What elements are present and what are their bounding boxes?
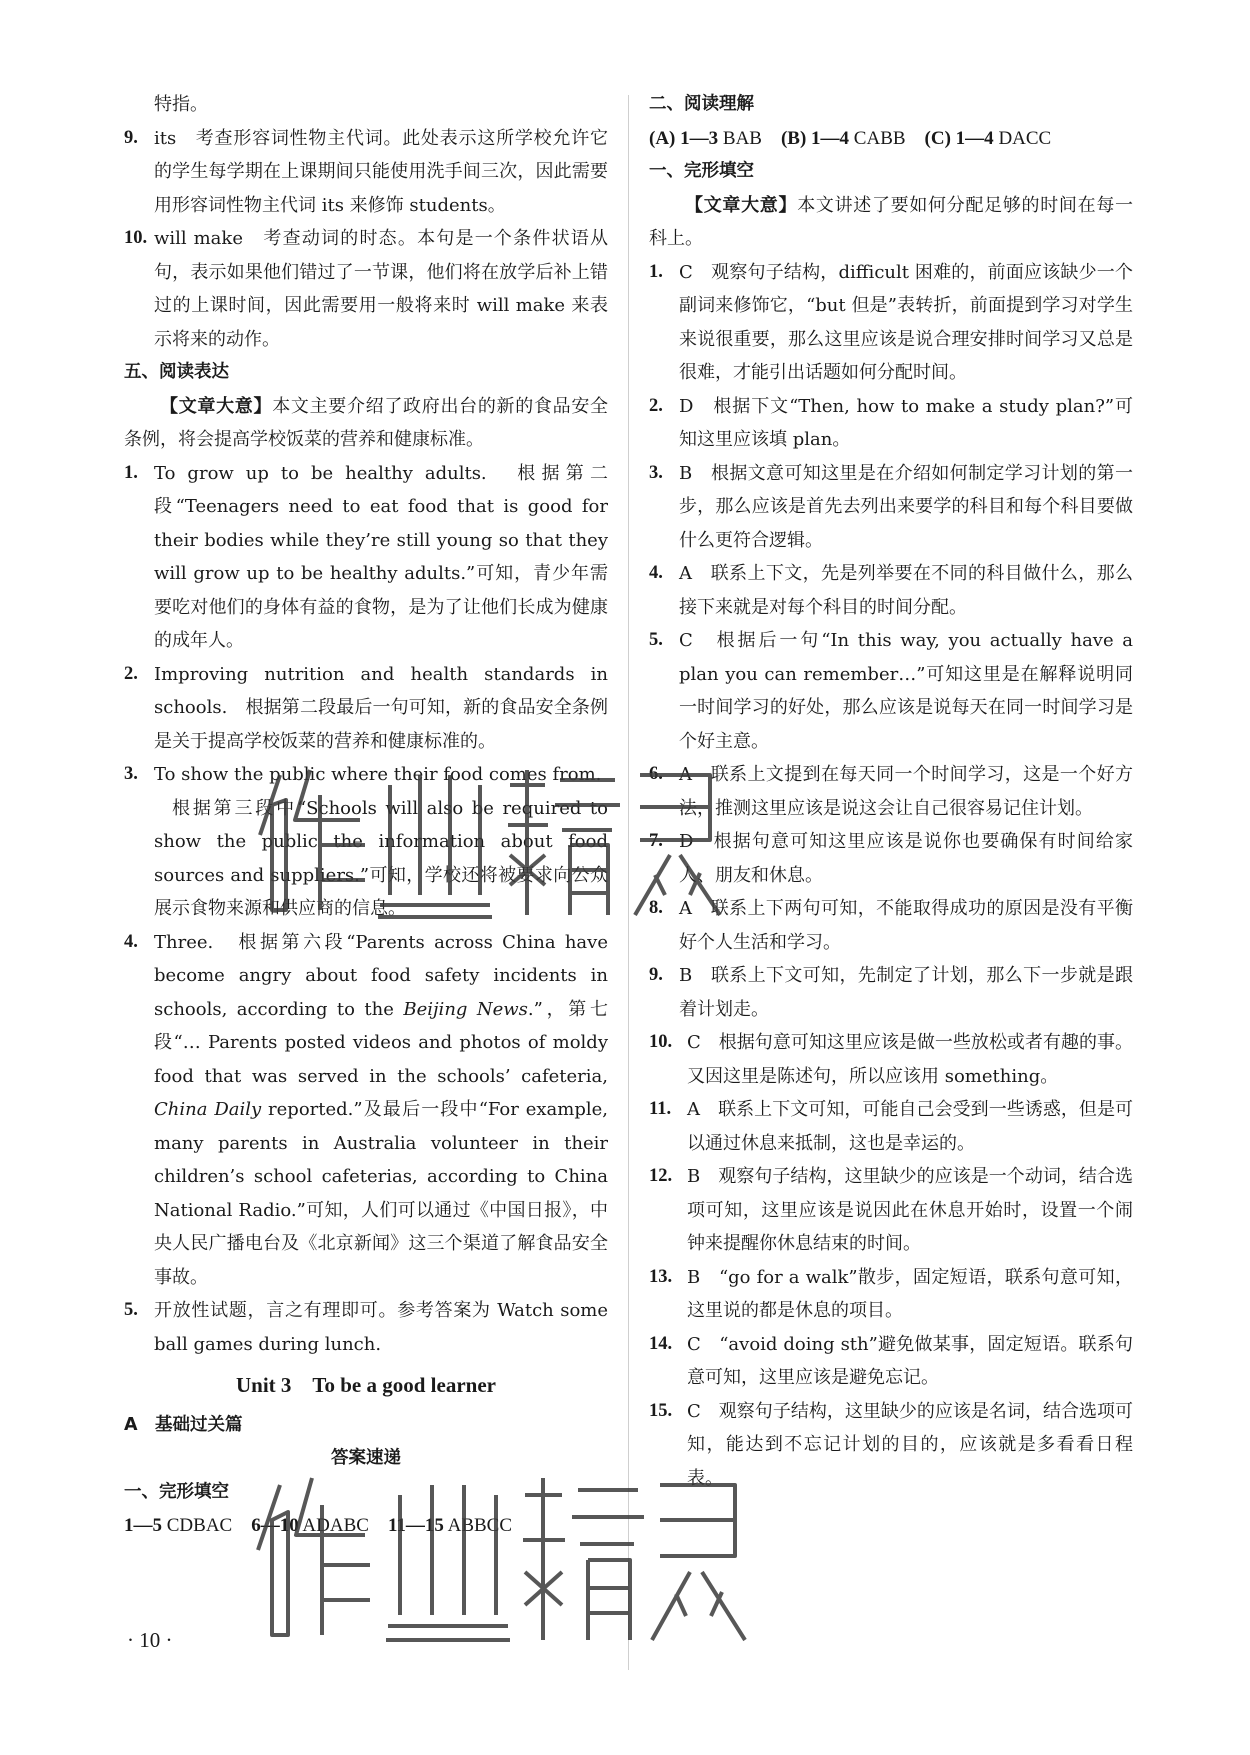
item-number: 6. [649,764,663,784]
item-number: 3. [649,462,663,483]
cloze-item-15 [649,1395,1133,1496]
item-number: 5. [649,630,663,650]
range-answers: CDBAC [162,1515,252,1536]
cloze-item-8 [649,892,1133,959]
item-number: 15. [649,1400,673,1421]
summary-text: 本文讲述了要如何分配足够的时间在每一科上。 [649,194,1134,249]
item-text: B 观察句子结构，这里缺少的应该是一个动词，结合选项可知，这里应该是说因此在休息开始时，设置一个闹钟来提醒你休息结束的时间。 [687,1166,1133,1254]
summary-label: 【文章大意】 [160,395,273,417]
explanation: 根据第三段中“Schools will also be required to show the public the information about food sources and suppliers.”可知，学校还将被要求向公众展示食物来源和供应商的信息。 [154,797,608,919]
answer-9 [124,122,608,223]
item-text: C 根据句意可知这里应该是做一些放松或者有趣的事。又因这里是陈述句，所以应该用 something。 [687,1032,1133,1087]
summary [124,390,608,457]
range-label: (C) 1—4 [924,127,994,149]
item-text: B 联系上下文可知，先制定了计划，那么下一步就是跟着计划走。 [679,965,1133,1020]
cloze-item-6 [649,758,1133,825]
cloze-item-1 [649,256,1133,390]
item-number: 4. [124,931,138,952]
item-number: 2. [124,663,138,684]
item-text: A 联系上下文可知，可能自己会受到一些诱惑，但是可以通过休息来抵制，这也是幸运的。 [687,1099,1133,1154]
cloze-item-4 [649,557,1133,624]
expression-4 [124,926,608,1295]
item-text: B “go for a walk”散步，固定短语，联系句意可知，这里说的都是休息的项目。 [687,1266,1133,1321]
range-answers: ABBCC [443,1515,513,1536]
item-text: A 联系上下两句可知，不能取得成功的原因是没有平衡好个人生活和学习。 [679,898,1133,953]
cloze-item-11 [649,1093,1133,1160]
item-number: 2. [649,395,663,416]
quick-answers-heading: 答案速递 [331,1448,401,1468]
answer-10 [124,222,608,356]
unit-title: Unit 3 To be a good learner [236,1373,496,1397]
item-number: 4. [649,563,663,583]
item-number: 12. [649,1166,673,1186]
part-heading: A 基础过关篇 [124,1414,243,1435]
item-number: 9. [124,127,138,148]
right-column [649,88,1133,1495]
range-label: 6—10 [251,1515,299,1536]
range-answers: BAB [718,127,781,149]
item-number: 5. [124,1300,138,1320]
item-text: will make 考查动词的时态。本句是一个条件状语从句，表示如果他们错过了一节课，他们将在放学后补上错过的上课时间，因此需要用一般将来时 will make 来表示将来的动作。 [154,228,608,350]
text-part: .”，第七段“… Parents posted videos and photos of moldy food that was served in the schools’ cafeteria, [154,998,608,1087]
item-number: 7. [649,831,663,851]
item-text: B 根据文意可知这里是在介绍如何制定学习计划的第一步，那么应该是首先去列出来要学的科目和每个科目要做什么更符合逻辑。 [679,462,1133,551]
cloze-item-13 [649,1261,1133,1328]
source-name: China Daily [154,1099,262,1120]
continuation-text: 特指。 [154,94,208,115]
summary-label: 【文章大意】 [685,194,798,216]
range-answers: CABB [849,127,925,149]
range-label: 1—5 [124,1515,162,1536]
range-label: (A) 1—3 [649,127,719,149]
range-answers: DACC [993,127,1052,149]
item-number: 1. [649,261,663,282]
left-column [124,88,608,1543]
item-text: D 根据句意可知这里应该是说你也要确保有时间给家人、朋友和休息。 [679,831,1133,886]
item-text [154,926,608,1295]
item-number: 10. [649,1032,673,1052]
section-heading: 二、阅读理解 [649,94,754,114]
page-number: · 10 · [127,1628,173,1652]
item-text: To grow up to be healthy adults. 根据第二段“Teenagers need to eat food that is good for their bodies while they’re still young so that they will grow up to be healthy adults.”可知，青少年需要吃对他们的身体有益的食物，是为了让他们长成为健康的成年人。 [154,462,608,651]
item-number: 3. [124,764,138,784]
item-text: D 根据下文“Then, how to make a study plan?”可知这里应该填 plan。 [679,395,1133,450]
item-number: 8. [649,898,663,918]
cloze-item-7 [649,825,1133,892]
item-number: 13. [649,1266,673,1287]
cloze-heading: 一、完形填空 [649,161,754,181]
range-answers: ADABC [298,1515,388,1536]
item-number: 10. [124,228,148,248]
cloze-explanations [649,256,1133,1496]
answer-phrase: To show the public where their food comes from. [154,764,602,785]
cloze-item-10 [649,1026,1133,1093]
range-label: (B) 1—4 [780,127,850,149]
reading-answers [649,122,1133,156]
text-part: reported.”及最后一段中“For example, many parents in Australia volunteer in their children’s school cafeterias, according to China National Radio.”可知，人们可以通过《中国日报》，中央人民广播电台及《北京新闻》这三个渠道了解食品安全事故。 [154,1099,608,1288]
cloze-item-2 [649,390,1133,457]
item-text: its 考查形容词性物主代词。此处表示这所学校允许它的学生每学期在上课期间只能使用洗手间三次，因此需要用形容词性物主代词 its 来修饰 students。 [154,127,608,216]
summary-text: 本文主要介绍了政府出台的新的食品安全条例，将会提高学校饭菜的营养和健康标准。 [124,395,609,450]
cloze-item-3 [649,457,1133,558]
item-text: C “avoid doing sth”避免做某事，固定短语。联系句意可知，这里应该是避免忘记。 [687,1333,1133,1388]
item-text: C 观察句子结构，difficult 困难的，前面应该缺少一个副词来修饰它，“but 但是”表转折，前面提到学习对学生来说很重要，那么这里应该是说合理安排时间学习又总是很难，才能引出话题如何分配时间。 [679,261,1133,383]
cloze-item-12 [649,1160,1133,1261]
cloze-answers [124,1509,608,1543]
text-part: Three. 根据第六段“Parents across China have become angry about food safety incidents in schools, according to the [154,931,608,1020]
item-number: 14. [649,1333,673,1354]
summary [649,189,1133,256]
item-text: C 观察句子结构，这里缺少的应该是名词，结合选项可知，能达到不忘记计划的目的，应该就是多看看日程表。 [687,1400,1133,1489]
item-number: 9. [649,965,663,985]
expression-2 [124,658,608,759]
cloze-heading: 一、完形填空 [124,1481,229,1502]
expression-1 [124,457,608,658]
item-text: C 根据后一句“In this way, you actually have a plan you can remember…”可知这里是在解释说明同一时间学习的好处，那么应该是说每天在同一时间学习是个好主意。 [679,630,1133,752]
range-label: 11—15 [387,1515,444,1536]
item-number: 11. [649,1099,672,1119]
cloze-item-14 [649,1328,1133,1395]
column-divider [628,95,629,1670]
section-heading: 五、阅读表达 [124,362,229,382]
item-text: 开放性试题，言之有理即可。参考答案为 Watch some ball games during lunch. [154,1300,608,1355]
item-text: Improving nutrition and health standards in schools. 根据第二段最后一句可知，新的食品安全条例是关于提高学校饭菜的营养和健康标准的。 [154,663,608,752]
item-number: 1. [124,462,138,483]
item-text [154,758,608,926]
source-name: Beijing News [403,998,528,1020]
item-text: A 联系上下文，先是列举要在不同的科目做什么，那么接下来就是对每个科目的时间分配。 [679,563,1133,618]
cloze-item-5 [649,624,1133,758]
cloze-item-9 [649,959,1133,1026]
expression-5 [124,1294,608,1361]
expression-3 [124,758,608,926]
item-text: A 联系上文提到在每天同一个时间学习，这是一个好方法，推测这里应该是说这会让自己很容易记住计划。 [679,764,1133,819]
